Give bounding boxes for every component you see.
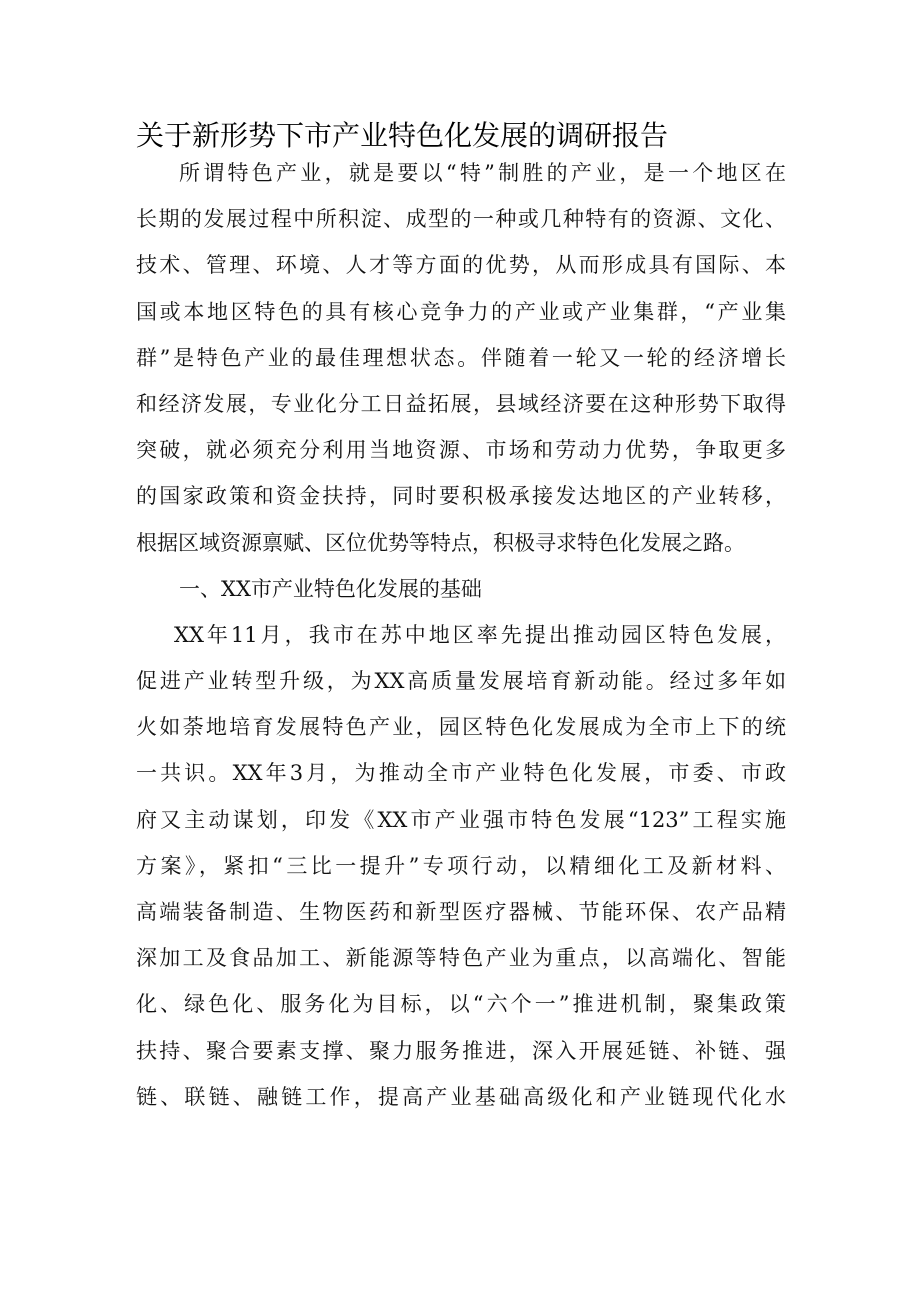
- section-heading: 一、XX市产业特色化发展的基础: [179, 576, 482, 601]
- paragraph-line: 的国家政策和资金扶持，同时要积极承接发达地区的产业转移，: [136, 484, 786, 509]
- paragraph-line: 促进产业转型升级，为XX高质量发展培育新动能。经过多年如: [136, 669, 786, 694]
- paragraph-line: 突破，就必须充分利用当地资源、市场和劳动力优势，争取更多: [136, 438, 786, 463]
- paragraph-line: 一共识。XX年3月，为推动全市产业特色化发展，市委、市政: [136, 761, 786, 786]
- paragraph-line: 方案》，紧扣“三比一提升”专项行动，以精细化工及新材料、: [136, 853, 786, 878]
- document-body: [136, 150, 786, 1120]
- paragraph-line: 群”是特色产业的最佳理想状态。伴随着一轮又一轮的经济增长: [136, 345, 786, 370]
- paragraph-line: 和经济发展，专业化分工日益拓展，县域经济要在这种形势下取得: [136, 391, 786, 416]
- paragraph-line: 国或本地区特色的具有核心竞争力的产业或产业集群，“产业集: [136, 299, 786, 324]
- paragraph-line: 长期的发展过程中所积淀、成型的一种或几种特有的资源、文化、: [136, 207, 786, 232]
- document-title: 关于新形势下市产业特色化发展的调研报告: [136, 119, 669, 152]
- paragraph-line: 高端装备制造、生物医药和新型医疗器械、节能环保、农产品精: [136, 900, 786, 924]
- paragraph-line: 深加工及食品加工、新能源等特色产业为重点，以高端化、智能: [136, 946, 786, 971]
- paragraph-line: 技术、管理、环境、人才等方面的优势，从而形成具有国际、本: [136, 253, 786, 278]
- paragraph-line: 根据区域资源禀赋、区位优势等特点，积极寻求特色化发展之路。: [136, 530, 745, 555]
- paragraph-line: 所谓特色产业，就是要以“特”制胜的产业，是一个地区在: [179, 161, 786, 185]
- paragraph-line: 化、绿色化、服务化为目标，以“六个一”推进机制，聚集政策: [136, 992, 786, 1017]
- paragraph-line: XX年11月，我市在苏中地区率先提出推动园区特色发展，: [174, 622, 786, 647]
- paragraph-line: 链、联链、融链工作，提高产业基础高级化和产业链现代化水: [136, 1084, 786, 1109]
- paragraph-line: 扶持、聚合要素支撑、聚力服务推进，深入开展延链、补链、强: [136, 1038, 786, 1063]
- paragraph-line: 火如荼地培育发展特色产业，园区特色化发展成为全市上下的统: [136, 715, 786, 740]
- paragraph-line: 府又主动谋划，印发《XX市产业强市特色发展“123”工程实施: [136, 807, 786, 832]
